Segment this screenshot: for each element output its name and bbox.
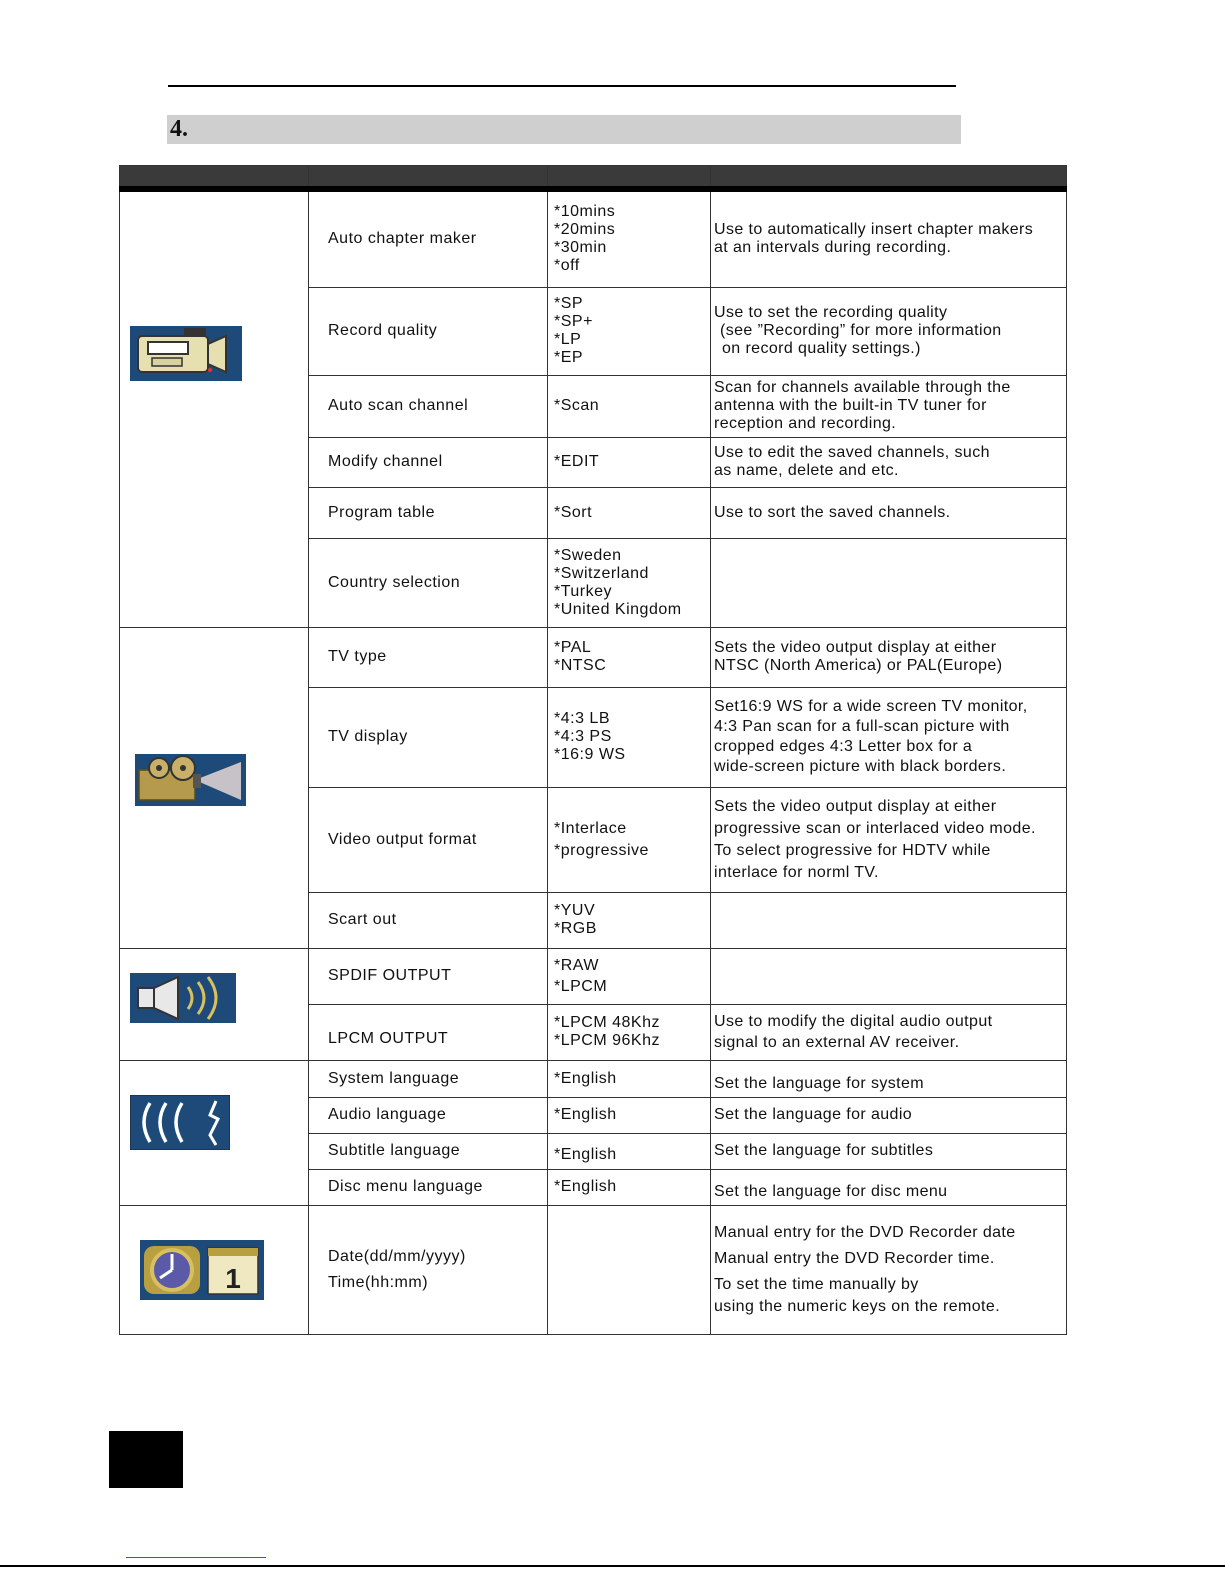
description-line: Set the language for subtitles [714, 1142, 934, 1159]
setting-label: TV type [309, 627, 548, 687]
option-list [548, 948, 711, 1004]
option-item: *Scan [554, 397, 600, 414]
description-line: antenna with the built-in TV tuner for [714, 397, 987, 414]
description [711, 1004, 1067, 1060]
description [711, 787, 1067, 892]
icon-cell [120, 948, 309, 1060]
option-list [548, 375, 711, 437]
setting-label: Scart out [309, 892, 548, 948]
description-line: Sets the video output display at either [714, 797, 997, 815]
setting-label: System language [309, 1060, 548, 1097]
option-item: *United Kingdom [554, 600, 682, 618]
option-item: *off [554, 257, 580, 275]
description [711, 538, 1067, 627]
setting-label: Disc menu language [309, 1169, 548, 1205]
option-list [548, 687, 711, 787]
description [711, 189, 1067, 287]
option-item: *4:3 PS [554, 728, 612, 745]
option-item: *Sort [554, 503, 593, 521]
description-line: wide-screen picture with black borders. [714, 758, 1007, 775]
camcorder-icon [130, 326, 242, 381]
option-item: *16:9 WS [554, 746, 626, 763]
table-row [120, 1060, 1067, 1097]
setting-label: Country selection [309, 538, 548, 627]
option-list [548, 487, 711, 538]
description-line: Use to modify the digital audio output [714, 1013, 993, 1030]
description [711, 687, 1067, 787]
time-label: Time(hh:mm) [328, 1273, 429, 1291]
description-line: reception and recording. [714, 415, 897, 432]
bottom-rule [0, 1565, 1225, 1567]
option-item: *progressive [554, 841, 649, 859]
footer-link[interactable] [126, 1557, 266, 1558]
setting-label: Auto chapter maker [309, 189, 548, 287]
setting-label: Program table [309, 487, 548, 538]
description-line: Use to automatically insert chapter makers [714, 221, 1034, 239]
description-line: cropped edges 4:3 Letter box for a [714, 738, 973, 755]
setting-label: TV display [309, 687, 548, 787]
option-list [548, 892, 711, 948]
option-item: *RGB [554, 920, 597, 937]
option-list [548, 538, 711, 627]
setting-label: Audio language [309, 1097, 548, 1133]
option-item: *Sweden [554, 546, 622, 564]
option-list [548, 1133, 711, 1169]
description-line: Manual entry for the DVD Recorder date [714, 1223, 1016, 1241]
description-line: progressive scan or interlaced video mode. [714, 819, 1036, 837]
header-cell [309, 166, 548, 190]
calendar-day: 1 [225, 1262, 241, 1294]
option-item: *Interlace [554, 819, 627, 837]
description-line: To set the time manually by [714, 1275, 919, 1293]
description [711, 892, 1067, 948]
icon-cell [120, 1060, 309, 1205]
header-cell [120, 166, 309, 190]
description-line: using the numeric keys on the remote. [714, 1297, 1001, 1315]
option-list [548, 1169, 711, 1205]
setting-label [309, 1205, 548, 1334]
header-cell [548, 166, 711, 190]
description-line: on record quality settings.) [722, 340, 921, 357]
description-line: NTSC (North America) or PAL(Europe) [714, 657, 1003, 674]
option-list [548, 189, 711, 287]
option-list [548, 1205, 711, 1334]
clock-calendar-icon [140, 1240, 264, 1300]
table-row [120, 1205, 1067, 1334]
icon-cell [120, 189, 309, 627]
description [711, 1097, 1067, 1133]
option-item: *English [554, 1106, 617, 1123]
description-line: Use to sort the saved channels. [714, 503, 951, 521]
table-row [120, 948, 1067, 1004]
settings-table [119, 165, 1067, 1335]
option-list [548, 287, 711, 375]
description [711, 1133, 1067, 1169]
description-line: (see ”Recording” for more information [720, 322, 1002, 339]
setting-label: Record quality [309, 287, 548, 375]
description-line: interlace for norml TV. [714, 863, 879, 881]
description-line: Use to set the recording quality [714, 304, 948, 321]
option-item: *Turkey [554, 582, 613, 600]
description-line: Set the language for system [714, 1074, 925, 1092]
option-item: *LPCM 48Khz [554, 1014, 660, 1031]
option-item: *4:3 LB [554, 710, 610, 727]
setting-label: Video output format [309, 787, 548, 892]
description-line: signal to an external AV receiver. [714, 1034, 960, 1051]
option-item: *English [554, 1146, 617, 1163]
option-item: *20mins [554, 221, 616, 239]
option-item: *10mins [554, 203, 616, 221]
option-list [548, 1004, 711, 1060]
description [711, 1169, 1067, 1205]
description [711, 627, 1067, 687]
option-item: *Switzerland [554, 564, 649, 582]
table-row [120, 189, 1067, 287]
description [711, 1205, 1067, 1334]
description-line: Manual entry the DVD Recorder time. [714, 1249, 995, 1267]
option-item: *English [554, 1069, 617, 1087]
description [711, 487, 1067, 538]
option-item: *EDIT [554, 453, 600, 470]
table-header-row [120, 166, 1067, 190]
option-list [548, 627, 711, 687]
description [711, 1060, 1067, 1097]
setting-label: SPDIF OUTPUT [309, 948, 548, 1004]
option-list [548, 1060, 711, 1097]
setting-label: Subtitle language [309, 1133, 548, 1169]
option-item: *EP [554, 349, 584, 366]
setting-label: Modify channel [309, 437, 548, 487]
option-item: *PAL [554, 639, 592, 656]
option-item: *SP+ [554, 313, 593, 330]
description-line: Sets the video output display at either [714, 639, 997, 656]
description-line: Scan for channels available through the [714, 379, 1011, 396]
speaker-icon [130, 973, 236, 1023]
icon-cell [120, 627, 309, 948]
signal-waves-icon [130, 1095, 230, 1150]
description [711, 287, 1067, 375]
icon-cell [120, 1205, 309, 1334]
setting-label: Auto scan channel [309, 375, 548, 437]
description-line: 4:3 Pan scan for a full-scan picture with [714, 718, 1010, 735]
option-item: *English [554, 1178, 617, 1195]
film-projector-icon [135, 754, 246, 806]
description-line: Set the language for disc menu [714, 1183, 948, 1200]
option-item: *RAW [554, 957, 599, 974]
option-item: *30min [554, 239, 607, 257]
option-item: *YUV [554, 902, 596, 919]
option-list [548, 437, 711, 487]
description [711, 948, 1067, 1004]
description-line: at an intervals during recording. [714, 239, 952, 257]
description-line: as name, delete and etc. [714, 462, 899, 479]
option-list [548, 787, 711, 892]
option-list [548, 1097, 711, 1133]
description-line: To select progressive for HDTV while [714, 841, 991, 859]
option-item: *LP [554, 331, 582, 348]
date-label: Date(dd/mm/yyyy) [328, 1247, 466, 1265]
table-row [120, 627, 1067, 687]
section-header [167, 115, 961, 144]
description [711, 375, 1067, 437]
section-number: 4. [170, 116, 188, 142]
description-line: Set16:9 WS for a wide screen TV monitor, [714, 698, 1028, 715]
top-rule [168, 85, 956, 87]
option-item: *LPCM 96Khz [554, 1032, 660, 1049]
setting-label: LPCM OUTPUT [309, 1004, 548, 1060]
option-item: *NTSC [554, 657, 607, 674]
description [711, 437, 1067, 487]
header-cell [711, 166, 1067, 190]
description-line: Use to edit the saved channels, such [714, 444, 990, 461]
option-item: *SP [554, 295, 584, 312]
page-number-block [109, 1431, 183, 1488]
option-item: *LPCM [554, 978, 608, 995]
description-line: Set the language for audio [714, 1106, 913, 1123]
